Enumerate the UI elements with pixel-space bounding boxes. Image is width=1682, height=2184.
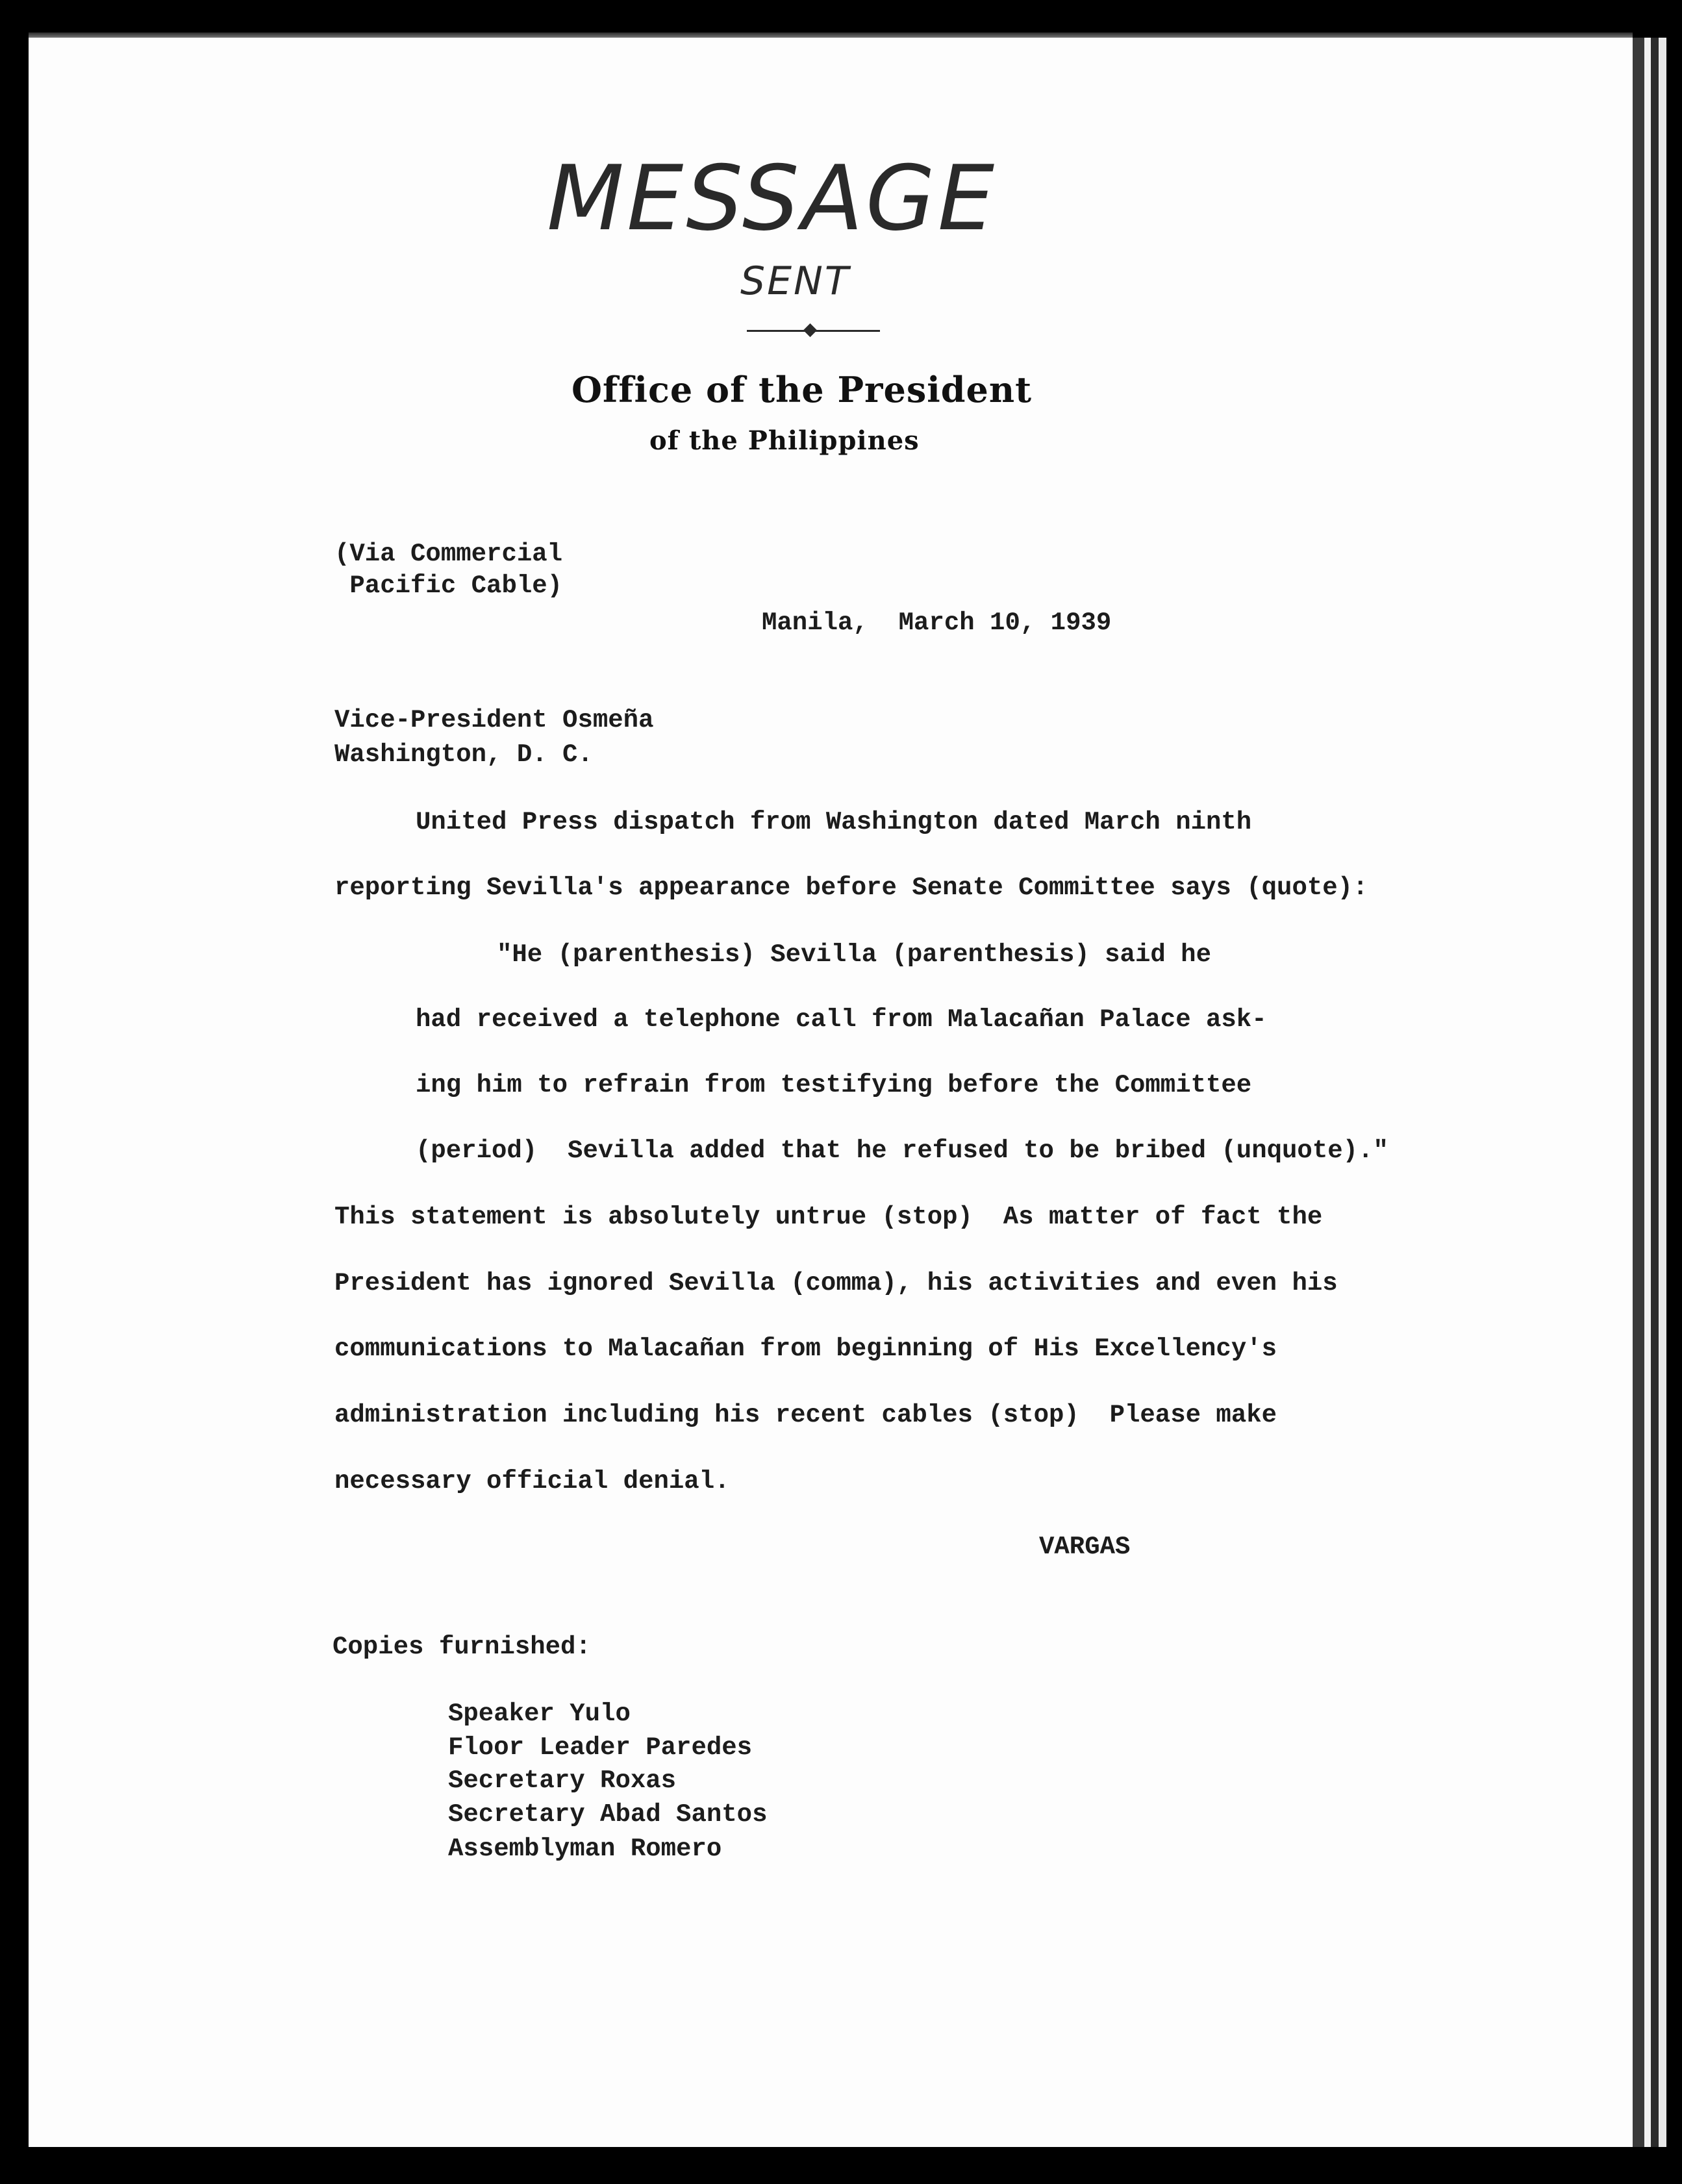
quote-line: (period) Sevilla added that he refused to be bribed (unquote)." xyxy=(416,1136,1388,1165)
body-line: necessary official denial. xyxy=(334,1467,730,1496)
body-line: United Press dispatch from Washington dated March ninth xyxy=(416,808,1252,836)
body-line: This statement is absolutely untrue (stop) As matter of fact the xyxy=(334,1203,1323,1231)
letterhead-title: MESSAGE xyxy=(547,146,998,251)
copies-recipient: Assemblyman Romero xyxy=(448,1835,722,1863)
letterhead-office-sub: of the Philippines xyxy=(649,425,920,456)
body-line: communications to Malacañan from beginning of His Excellency's xyxy=(334,1335,1277,1363)
body-line: President has ignored Sevilla (comma), his activities and even his xyxy=(334,1269,1338,1298)
dateline: Manila, March 10, 1939 xyxy=(762,609,1112,637)
signature: VARGAS xyxy=(1039,1533,1131,1561)
letterhead-subtitle: SENT xyxy=(740,258,851,304)
quote-line: "He (parenthesis) Sevilla (parenthesis) said he xyxy=(497,940,1211,969)
copies-recipient: Floor Leader Paredes xyxy=(448,1733,753,1762)
addressee-line-1: Vice-President Osmeña xyxy=(334,706,654,734)
routing-line-1: (Via Commercial xyxy=(334,540,563,568)
body-line: administration including his recent cables (stop) Please make xyxy=(334,1401,1277,1429)
letterhead-office: Office of the President xyxy=(571,369,1033,410)
quote-line: had received a telephone call from Malacañan Palace ask- xyxy=(416,1005,1267,1034)
body-line: reporting Sevilla's appearance before Senate Committee says (quote): xyxy=(334,873,1368,902)
routing-line-2: Pacific Cable) xyxy=(334,571,563,600)
copies-recipient: Secretary Roxas xyxy=(448,1766,677,1795)
quote-line: ing him to refrain from testifying before the Committee xyxy=(416,1071,1252,1099)
addressee-line-2: Washington, D. C. xyxy=(334,740,593,769)
copies-recipient: Speaker Yulo xyxy=(448,1700,631,1728)
copies-heading: Copies furnished: xyxy=(333,1633,591,1661)
copies-recipient: Secretary Abad Santos xyxy=(448,1800,768,1829)
